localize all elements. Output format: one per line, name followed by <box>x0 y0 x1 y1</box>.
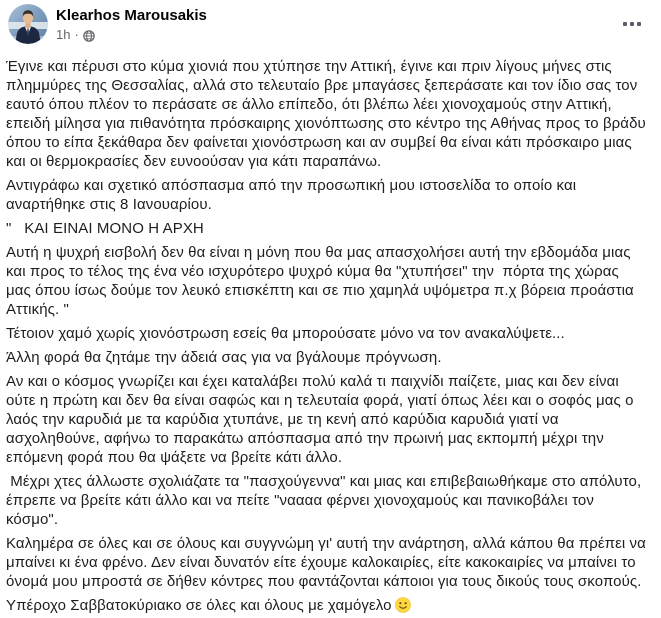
post-paragraph: Άλλη φορά θα ζητάμε την άδειά σας για να βγάλουμε πρόγνωση. <box>6 349 442 366</box>
post-header-text <box>56 4 207 43</box>
post-paragraph <box>6 596 647 615</box>
author-name[interactable]: Klearhos Marousakis <box>56 7 207 24</box>
post-paragraph: Καλημέρα σε όλες και σε όλους και συγγνώμη γι' αυτή την ανάρτηση, αλλά κάπου θα πρέπει να μπαίνει κι ένα φρένο. Δεν είναι δυνατόν είτε έχουμε καλοκαιρίες, είτε κακοκαιρίες να μπαίνει το όνομά μου μπροστά σε δήθεν κόντρες που φαντάζονται κάποιοι για τους δικούς τους σκοπούς. <box>6 535 651 590</box>
avatar-image <box>8 4 48 44</box>
post-paragraph: " ΚΑΙ ΕΙΝΑΙ ΜΟΝΟ Η ΑΡΧΗ <box>6 220 204 237</box>
timestamp[interactable]: 1h <box>56 27 71 42</box>
post-paragraph: Αυτή η ψυχρή εισβολή δεν θα είναι η μόνη που θα μας απασχολήσει αυτή την εβδομάδα μιας και προς το τέλος της ένα νέο ισχυρότερο ψυχρό κύμα θα "χτυπήσει" την πόρτα της χώρας μας όπου ίσως δούμε τον λευκό επισκέπτη και σε πιο χαμηλά υψόμετρα π.χ βόρεια προάστια Αττικής. " <box>6 244 638 318</box>
globe-icon <box>83 29 95 41</box>
meta-separator: · <box>74 27 79 42</box>
ellipsis-icon <box>623 22 627 26</box>
avatar[interactable] <box>8 4 48 44</box>
ellipsis-icon <box>637 22 641 26</box>
post-paragraph: Τέτοιον χαμό χωρίς χιονόστρωση εσείς θα μπορούσατε μόνο να τον ανακαλύψετε... <box>6 325 565 342</box>
post-options-button[interactable] <box>621 16 643 32</box>
post-paragraph: Μέχρι χτες άλλωστε σχολιάζατε τα "πασχούγεννα" και μιας και επιβεβαιωθήκαμε στο απόλυτο, έπρεπε να βρείτε κάτι άλλο και να πείτε "ναααα φέρνει χιονοχαμούς και πανικοβάλει τον κόσμο". <box>6 473 646 528</box>
post-paragraph: Έγινε και πέρυσι στο κύμα χιονιά που χτύπησε την Αττική, έγινε και πριν λίγους μήνες στις πλημμύρες της Θεσσαλίας, αλλά στο τελευταίο βρε μπαγάσες ξεπεράσατε και τον ίδιο σας τον εαυτό όπου πλέον το περάσατε σε άλλο επίπεδο, ότι βλέπω λέει χιονοχαμούς στην Αττική, επειδή μίλησα για πιθανότητα πρόσκαιρης χιονόπτωσης στο κέντρο της Αθήνας προς το βράδυ όπου το είπα ξεκάθαρα δεν φαίνεται χιονόστρωση και αν συμβεί θα είναι κάτι πρόσκαιρο μιας και οι θερμοκρασίες δεν ευνοούσαν για κάτι παραπάνω. <box>6 58 651 170</box>
post-header <box>0 0 661 52</box>
post-paragraph: Αντιγράφω και σχετικό απόσπασμα από την προσωπική μου ιστοσελίδα το οποίο και αναρτήθηκε στις 8 Ιανουαρίου. <box>6 177 581 213</box>
post-body <box>0 52 661 615</box>
ellipsis-icon <box>630 22 634 26</box>
smiley-emoji-icon <box>395 597 411 613</box>
post-meta <box>56 26 207 43</box>
closing-line-text: Υπέροχο Σαββατοκύριακο σε όλες και όλους με χαμόγελο <box>6 597 392 614</box>
post-paragraph: Αν και ο κόσμος γνωρίζει και έχει καταλάβει πολύ καλά τι παιχνίδι παίζετε, μιας και δεν είναι ούτε η πρώτη και δεν θα είναι σαφώς και η τελευταία φορά, γιατί όπως λέει και ο σοφός μας ο λαός την καρυδιά με τα καρύδια χτυπάνε, με τη κενή από καρύδια καρυδιά γιατί να ασχοληθούνε, αφήνω το παρακάτω απόσπασμα από την πρωινή μας εκπομπή μέχρι την επόμενη φορά που θα ψάξετε να βρείτε κάτι άλλο. <box>6 373 638 466</box>
